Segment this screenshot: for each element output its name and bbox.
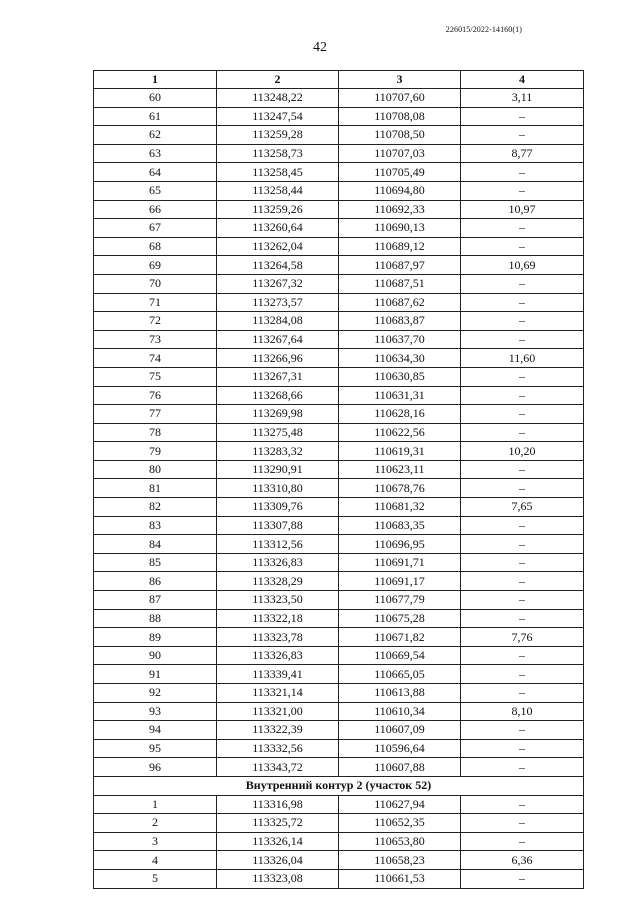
y-coordinate-cell: 110652,35	[339, 814, 461, 833]
distance-cell: –	[461, 869, 584, 888]
table-row	[94, 721, 584, 740]
point-number-cell: 72	[94, 312, 217, 331]
y-coordinate-cell: 110607,88	[339, 758, 461, 777]
y-coordinate-cell: 110607,09	[339, 721, 461, 740]
y-coordinate-cell: 110658,23	[339, 851, 461, 870]
x-coordinate-cell: 113309,76	[217, 498, 339, 517]
table-row	[94, 832, 584, 851]
table-row	[94, 386, 584, 405]
y-coordinate-cell: 110708,50	[339, 126, 461, 145]
table-row	[94, 256, 584, 275]
table-row	[94, 535, 584, 554]
document-registration-number: 226015/2022-14160(1)	[445, 25, 522, 34]
y-coordinate-cell: 110631,31	[339, 386, 461, 405]
distance-cell: –	[461, 479, 584, 498]
table-row	[94, 405, 584, 424]
x-coordinate-cell: 113332,56	[217, 739, 339, 758]
x-coordinate-cell: 113323,78	[217, 628, 339, 647]
point-number-cell: 71	[94, 293, 217, 312]
x-coordinate-cell: 113326,14	[217, 832, 339, 851]
distance-cell: –	[461, 665, 584, 684]
x-coordinate-cell: 113259,28	[217, 126, 339, 145]
x-coordinate-cell: 113258,73	[217, 144, 339, 163]
x-coordinate-cell: 113258,44	[217, 181, 339, 200]
x-coordinate-cell: 113328,29	[217, 572, 339, 591]
distance-cell: –	[461, 721, 584, 740]
y-coordinate-cell: 110637,70	[339, 330, 461, 349]
x-coordinate-cell: 113343,72	[217, 758, 339, 777]
y-coordinate-cell: 110661,53	[339, 869, 461, 888]
column-header: 1	[94, 71, 217, 89]
y-coordinate-cell: 110630,85	[339, 367, 461, 386]
table-row	[94, 795, 584, 814]
x-coordinate-cell: 113269,98	[217, 405, 339, 424]
table-row	[94, 200, 584, 219]
y-coordinate-cell: 110691,17	[339, 572, 461, 591]
distance-cell: –	[461, 386, 584, 405]
point-number-cell: 96	[94, 758, 217, 777]
x-coordinate-cell: 113322,18	[217, 609, 339, 628]
y-coordinate-cell: 110687,62	[339, 293, 461, 312]
table-row	[94, 107, 584, 126]
y-coordinate-cell: 110683,87	[339, 312, 461, 331]
point-number-cell: 73	[94, 330, 217, 349]
distance-cell: –	[461, 832, 584, 851]
x-coordinate-cell: 113323,50	[217, 591, 339, 610]
x-coordinate-cell: 113310,80	[217, 479, 339, 498]
table-row	[94, 460, 584, 479]
point-number-cell: 2	[94, 814, 217, 833]
table-row	[94, 702, 584, 721]
distance-cell: 8,10	[461, 702, 584, 721]
column-header: 3	[339, 71, 461, 89]
point-number-cell: 1	[94, 795, 217, 814]
point-number-cell: 87	[94, 591, 217, 610]
table-row	[94, 367, 584, 386]
point-number-cell: 91	[94, 665, 217, 684]
x-coordinate-cell: 113326,04	[217, 851, 339, 870]
table-row	[94, 423, 584, 442]
distance-cell: –	[461, 609, 584, 628]
y-coordinate-cell: 110613,88	[339, 684, 461, 703]
distance-cell: –	[461, 795, 584, 814]
table-row	[94, 498, 584, 517]
point-number-cell: 63	[94, 144, 217, 163]
x-coordinate-cell: 113267,31	[217, 367, 339, 386]
y-coordinate-cell: 110628,16	[339, 405, 461, 424]
table-row	[94, 553, 584, 572]
table-row	[94, 312, 584, 331]
section-title-row	[94, 776, 584, 795]
point-number-cell: 90	[94, 646, 217, 665]
table-row	[94, 591, 584, 610]
x-coordinate-cell: 113316,98	[217, 795, 339, 814]
y-coordinate-cell: 110694,80	[339, 181, 461, 200]
table-row	[94, 274, 584, 293]
y-coordinate-cell: 110696,95	[339, 535, 461, 554]
table-row	[94, 869, 584, 888]
point-number-cell: 70	[94, 274, 217, 293]
x-coordinate-cell: 113326,83	[217, 646, 339, 665]
table-row	[94, 814, 584, 833]
table-row	[94, 330, 584, 349]
point-number-cell: 69	[94, 256, 217, 275]
section-title: Внутренний контур 2 (участок 52)	[94, 776, 584, 795]
y-coordinate-cell: 110610,34	[339, 702, 461, 721]
x-coordinate-cell: 113267,64	[217, 330, 339, 349]
coordinates-table	[93, 70, 584, 889]
point-number-cell: 80	[94, 460, 217, 479]
x-coordinate-cell: 113260,64	[217, 219, 339, 238]
y-coordinate-cell: 110665,05	[339, 665, 461, 684]
table-row	[94, 479, 584, 498]
y-coordinate-cell: 110675,28	[339, 609, 461, 628]
distance-cell: 7,65	[461, 498, 584, 517]
distance-cell: 8,77	[461, 144, 584, 163]
point-number-cell: 84	[94, 535, 217, 554]
point-number-cell: 77	[94, 405, 217, 424]
y-coordinate-cell: 110707,03	[339, 144, 461, 163]
y-coordinate-cell: 110692,33	[339, 200, 461, 219]
y-coordinate-cell: 110669,54	[339, 646, 461, 665]
y-coordinate-cell: 110707,60	[339, 89, 461, 108]
point-number-cell: 85	[94, 553, 217, 572]
table-row	[94, 181, 584, 200]
distance-cell: –	[461, 274, 584, 293]
distance-cell: –	[461, 330, 584, 349]
table-row	[94, 572, 584, 591]
table-row	[94, 684, 584, 703]
y-coordinate-cell: 110687,97	[339, 256, 461, 275]
distance-cell: –	[461, 684, 584, 703]
distance-cell: 3,11	[461, 89, 584, 108]
x-coordinate-cell: 113258,45	[217, 163, 339, 182]
y-coordinate-cell: 110708,08	[339, 107, 461, 126]
distance-cell: –	[461, 293, 584, 312]
distance-cell: –	[461, 367, 584, 386]
distance-cell: 10,20	[461, 442, 584, 461]
table-row	[94, 739, 584, 758]
x-coordinate-cell: 113323,08	[217, 869, 339, 888]
x-coordinate-cell: 113339,41	[217, 665, 339, 684]
x-coordinate-cell: 113273,57	[217, 293, 339, 312]
table-row	[94, 219, 584, 238]
x-coordinate-cell: 113259,26	[217, 200, 339, 219]
point-number-cell: 78	[94, 423, 217, 442]
point-number-cell: 83	[94, 516, 217, 535]
y-coordinate-cell: 110653,80	[339, 832, 461, 851]
y-coordinate-cell: 110623,11	[339, 460, 461, 479]
point-number-cell: 61	[94, 107, 217, 126]
x-coordinate-cell: 113290,91	[217, 460, 339, 479]
point-number-cell: 5	[94, 869, 217, 888]
point-number-cell: 81	[94, 479, 217, 498]
point-number-cell: 75	[94, 367, 217, 386]
column-header: 4	[461, 71, 584, 89]
distance-cell: 10,97	[461, 200, 584, 219]
distance-cell: –	[461, 163, 584, 182]
distance-cell: –	[461, 405, 584, 424]
x-coordinate-cell: 113262,04	[217, 237, 339, 256]
table-row	[94, 516, 584, 535]
x-coordinate-cell: 113325,72	[217, 814, 339, 833]
y-coordinate-cell: 110619,31	[339, 442, 461, 461]
x-coordinate-cell: 113268,66	[217, 386, 339, 405]
page-number: 42	[313, 40, 327, 55]
y-coordinate-cell: 110689,12	[339, 237, 461, 256]
column-header: 2	[217, 71, 339, 89]
table-row	[94, 646, 584, 665]
distance-cell: –	[461, 237, 584, 256]
table-row	[94, 144, 584, 163]
table-body	[94, 89, 584, 889]
point-number-cell: 94	[94, 721, 217, 740]
x-coordinate-cell: 113322,39	[217, 721, 339, 740]
y-coordinate-cell: 110691,71	[339, 553, 461, 572]
y-coordinate-cell: 110622,56	[339, 423, 461, 442]
point-number-cell: 74	[94, 349, 217, 368]
point-number-cell: 89	[94, 628, 217, 647]
distance-cell: –	[461, 219, 584, 238]
distance-cell: –	[461, 107, 584, 126]
point-number-cell: 79	[94, 442, 217, 461]
point-number-cell: 86	[94, 572, 217, 591]
point-number-cell: 62	[94, 126, 217, 145]
point-number-cell: 68	[94, 237, 217, 256]
table-row	[94, 349, 584, 368]
y-coordinate-cell: 110596,64	[339, 739, 461, 758]
table-row	[94, 851, 584, 870]
x-coordinate-cell: 113326,83	[217, 553, 339, 572]
distance-cell: –	[461, 460, 584, 479]
table-row	[94, 126, 584, 145]
x-coordinate-cell: 113266,96	[217, 349, 339, 368]
distance-cell: –	[461, 553, 584, 572]
distance-cell: –	[461, 423, 584, 442]
y-coordinate-cell: 110705,49	[339, 163, 461, 182]
point-number-cell: 64	[94, 163, 217, 182]
x-coordinate-cell: 113275,48	[217, 423, 339, 442]
point-number-cell: 3	[94, 832, 217, 851]
table-header-row	[94, 71, 584, 89]
x-coordinate-cell: 113321,14	[217, 684, 339, 703]
point-number-cell: 76	[94, 386, 217, 405]
y-coordinate-cell: 110677,79	[339, 591, 461, 610]
y-coordinate-cell: 110634,30	[339, 349, 461, 368]
table-row	[94, 758, 584, 777]
x-coordinate-cell: 113307,88	[217, 516, 339, 535]
distance-cell: –	[461, 312, 584, 331]
x-coordinate-cell: 113248,22	[217, 89, 339, 108]
distance-cell: 11,60	[461, 349, 584, 368]
point-number-cell: 82	[94, 498, 217, 517]
x-coordinate-cell: 113312,56	[217, 535, 339, 554]
y-coordinate-cell: 110683,35	[339, 516, 461, 535]
point-number-cell: 92	[94, 684, 217, 703]
x-coordinate-cell: 113284,08	[217, 312, 339, 331]
table-row	[94, 163, 584, 182]
distance-cell: 10,69	[461, 256, 584, 275]
x-coordinate-cell: 113283,32	[217, 442, 339, 461]
distance-cell: –	[461, 758, 584, 777]
distance-cell: –	[461, 535, 584, 554]
x-coordinate-cell: 113321,00	[217, 702, 339, 721]
x-coordinate-cell: 113264,58	[217, 256, 339, 275]
distance-cell: –	[461, 572, 584, 591]
distance-cell: –	[461, 739, 584, 758]
y-coordinate-cell: 110681,32	[339, 498, 461, 517]
y-coordinate-cell: 110690,13	[339, 219, 461, 238]
y-coordinate-cell: 110627,94	[339, 795, 461, 814]
point-number-cell: 93	[94, 702, 217, 721]
table-row	[94, 89, 584, 108]
y-coordinate-cell: 110687,51	[339, 274, 461, 293]
distance-cell: –	[461, 516, 584, 535]
table-row	[94, 609, 584, 628]
point-number-cell: 67	[94, 219, 217, 238]
point-number-cell: 4	[94, 851, 217, 870]
x-coordinate-cell: 113267,32	[217, 274, 339, 293]
x-coordinate-cell: 113247,54	[217, 107, 339, 126]
point-number-cell: 88	[94, 609, 217, 628]
table-row	[94, 442, 584, 461]
table-row	[94, 628, 584, 647]
table-row	[94, 293, 584, 312]
distance-cell: –	[461, 181, 584, 200]
point-number-cell: 65	[94, 181, 217, 200]
distance-cell: 6,36	[461, 851, 584, 870]
distance-cell: –	[461, 814, 584, 833]
y-coordinate-cell: 110678,76	[339, 479, 461, 498]
distance-cell: –	[461, 591, 584, 610]
point-number-cell: 95	[94, 739, 217, 758]
table-row	[94, 665, 584, 684]
distance-cell: –	[461, 646, 584, 665]
table-row	[94, 237, 584, 256]
distance-cell: 7,76	[461, 628, 584, 647]
point-number-cell: 60	[94, 89, 217, 108]
point-number-cell: 66	[94, 200, 217, 219]
y-coordinate-cell: 110671,82	[339, 628, 461, 647]
distance-cell: –	[461, 126, 584, 145]
